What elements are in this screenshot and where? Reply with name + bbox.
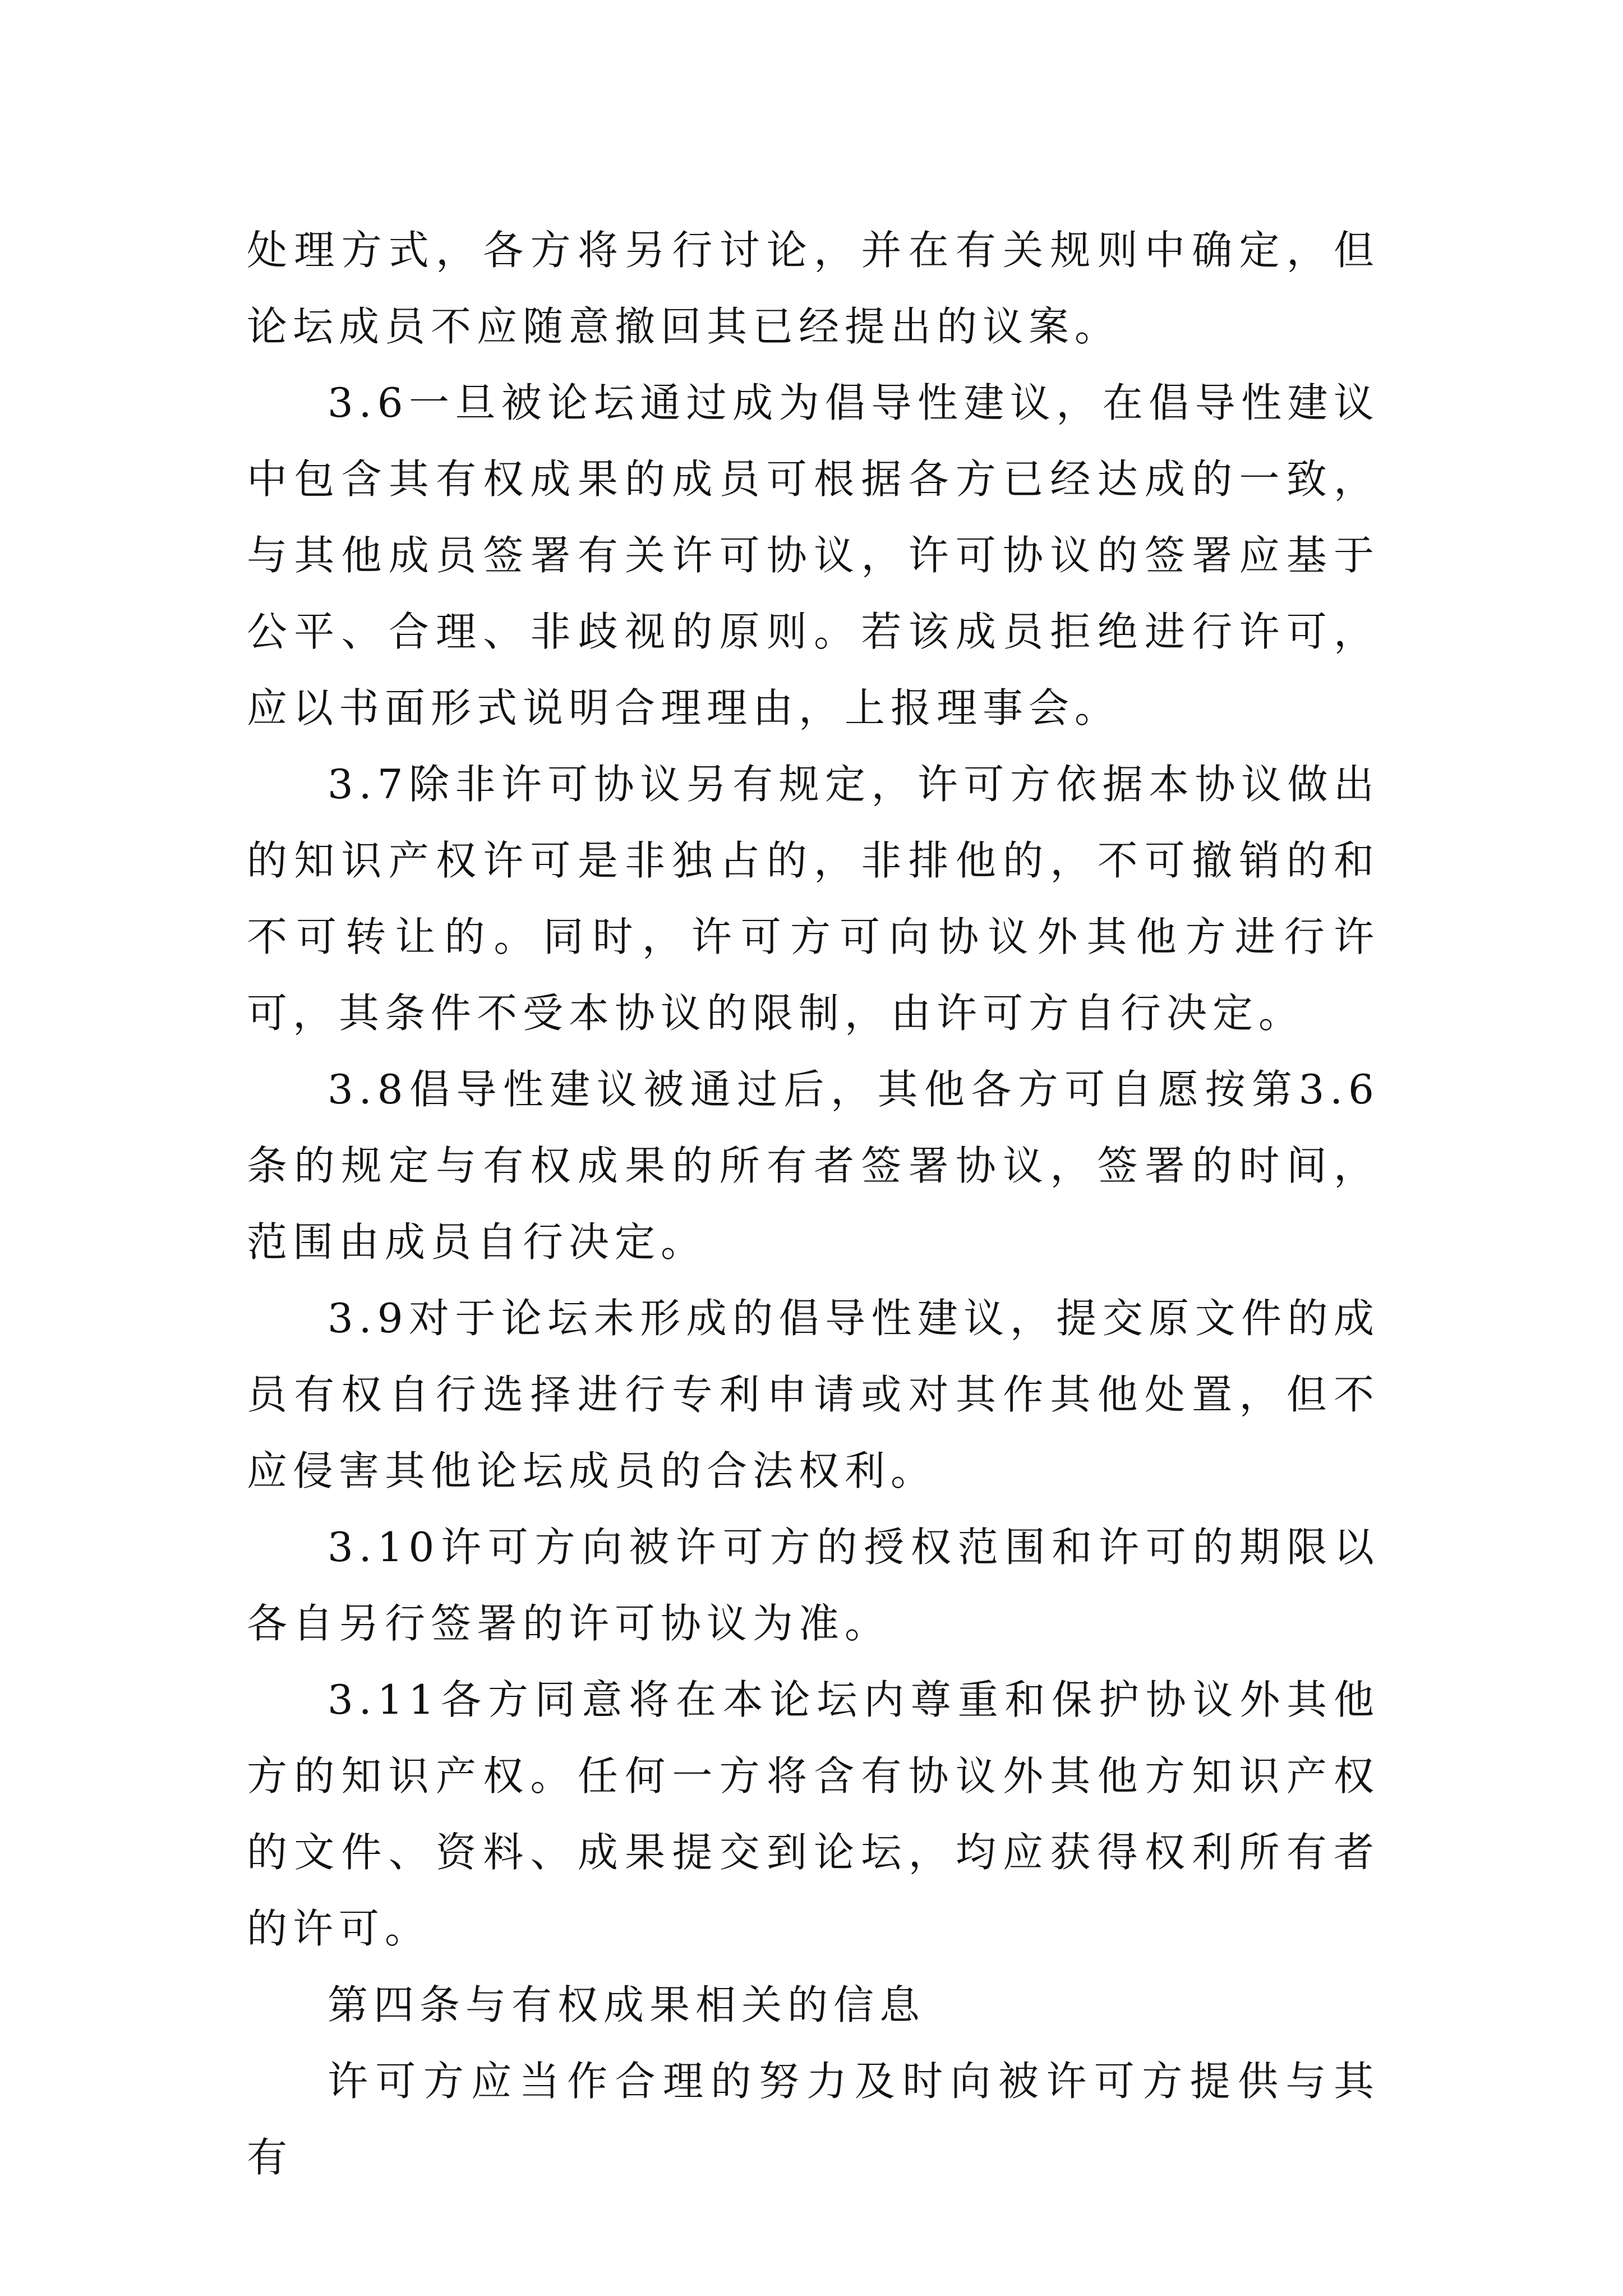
paragraph-clause-3-8: 3.8倡导性建议被通过后，其他各方可自愿按第3.6条的规定与有权成果的所有者签署协议，签署的时间，范围由成员自行决定。	[247, 1066, 1380, 1266]
paragraph-clause-3-6: 3.6一旦被论坛通过成为倡导性建议，在倡导性建议中包含其有权成果的成员可根据各方已经达成的一致，与其他成员签署有关许可协议，许可协议的签署应基于公平、合理、非歧视的原则。若该成员拒绝进行许可，应以书面形式说明合理理由，上报理事会。	[247, 379, 1380, 731]
section-heading-article-4: 第四条与有权成果相关的信息	[328, 1981, 926, 2028]
document-body	[247, 212, 1380, 2196]
paragraph-clause-3-10: 3.10许可方向被许可方的授权范围和许可的期限以各自另行签署的许可协议为准。	[247, 1524, 1380, 1647]
paragraph-clause-3-7: 3.7除非许可协议另有规定，许可方依据本协议做出的知识产权许可是非独占的，非排他的，不可撤销的和不可转让的。同时，许可方可向协议外其他方进行许可，其条件不受本协议的限制，由许可方自行决定。	[247, 761, 1380, 1037]
paragraph-clause-3-11: 3.11各方同意将在本论坛内尊重和保护协议外其他方的知识产权。任何一方将含有协议外其他方知识产权的文件、资料、成果提交到论坛，均应获得权利所有者的许可。	[247, 1676, 1380, 1952]
paragraph-clause-3-9: 3.9对于论坛未形成的倡导性建议，提交原文件的成员有权自行选择进行专利申请或对其作其他处置，但不应侵害其他论坛成员的合法权利。	[247, 1295, 1380, 1494]
paragraph-article-4-body: 许可方应当作合理的努力及时向被许可方提供与其有	[247, 2058, 1380, 2181]
paragraph-continuation: 处理方式，各方将另行讨论，并在有关规则中确定，但论坛成员不应随意撤回其已经提出的议案。	[247, 227, 1380, 350]
